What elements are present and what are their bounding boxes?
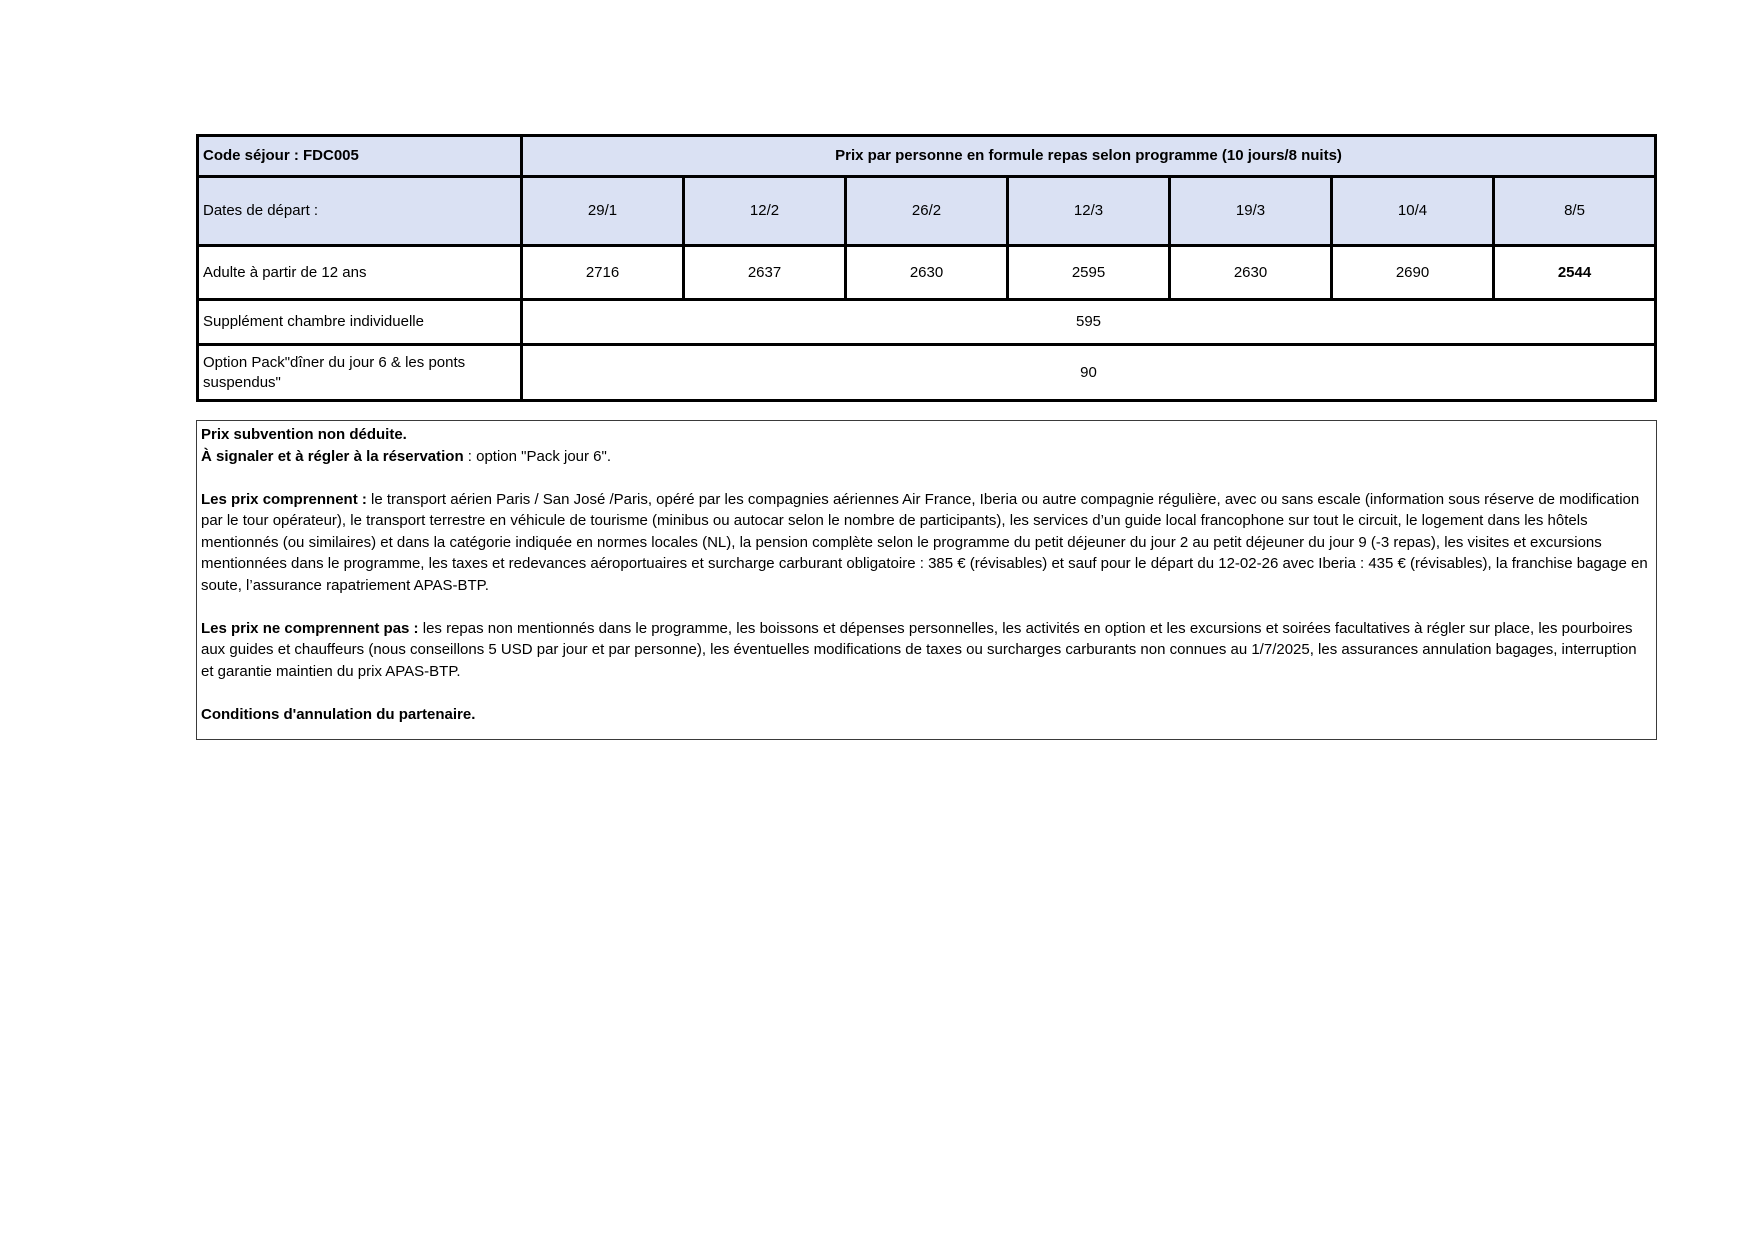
adult-price: 2630 (846, 246, 1008, 300)
included-heading: Les prix comprennent : (201, 490, 367, 508)
single-supplement-value: 595 (522, 300, 1656, 345)
stay-code: Code séjour : FDC005 (198, 136, 522, 177)
adult-price: 2630 (1170, 246, 1332, 300)
option-pack-value: 90 (522, 345, 1656, 401)
departure-date: 10/4 (1332, 177, 1494, 246)
booking-note-heading: À signaler et à régler à la réservation (201, 447, 464, 465)
option-pack-row (198, 345, 1656, 401)
price-sheet (196, 134, 1657, 740)
departure-date: 29/1 (522, 177, 684, 246)
single-supplement-row (198, 300, 1656, 345)
adult-price: 2595 (1008, 246, 1170, 300)
excluded-text: les repas non mentionnés dans le programme, les boissons et dépenses personnelles, les activités en option et les excursions et soirées facultatives à régler sur place, les pourboires aux guides et chauffeurs (nous conseillons 5 USD par jour et par personne), les éventuelles modifications de taxes ou surcharges carburants non connues au 1/7/2025, les assurances annulation bagages, interruption et garantie maintien du prix APAS-BTP. (201, 619, 1637, 680)
departure-dates-row (198, 177, 1656, 246)
conditions-notes (196, 420, 1657, 740)
single-supplement-label: Supplément chambre individuelle (198, 300, 522, 345)
departure-dates-label: Dates de départ : (198, 177, 522, 246)
adult-price: 2637 (684, 246, 846, 300)
adult-price-label: Adulte à partir de 12 ans (198, 246, 522, 300)
price-table (196, 134, 1657, 402)
included-note (201, 489, 1652, 597)
option-pack-label: Option Pack"dîner du jour 6 & les ponts suspendus" (198, 345, 522, 401)
adult-price: 2716 (522, 246, 684, 300)
booking-note-text: : option "Pack jour 6". (463, 447, 612, 465)
excluded-heading: Les prix ne comprennent pas : (201, 619, 419, 637)
departure-date: 12/2 (684, 177, 846, 246)
departure-date: 19/3 (1170, 177, 1332, 246)
subsidy-note: Prix subvention non déduite. (201, 426, 407, 443)
adult-price: 2690 (1332, 246, 1494, 300)
adult-price-best: 2544 (1494, 246, 1656, 300)
table-title: Prix par personne en formule repas selon programme (10 jours/8 nuits) (522, 136, 1656, 177)
booking-note (201, 446, 1652, 468)
table-title-row (198, 136, 1656, 177)
included-text: le transport aérien Paris / San José /Paris, opéré par les compagnies aériennes Air France, Iberia ou autre compagnie régulière, avec ou sans escale (information sous réserve de modification par le tour opérateur), le transport terrestre en véhicule de tourisme (minibus ou autocar selon le nombre de participants), les services d’un guide local francophone sur tout le circuit, le logement dans les hôtels mentionnés (ou similaires) et dans la catégorie indiquée en normes locales (NL), la pension complète selon le programme du petit déjeuner du jour 2 au petit déjeuner du jour 9 (-3 repas), les visites et excursions mentionnées dans le programme, les taxes et redevances aéroportuaires et surcharge carburant obligatoire : 385 € (révisables) et sauf pour le départ du 12-02-26 avec Iberia : 435 € (révisables), la franchise bagage en soute, l’assurance rapatriement APAS-BTP. (201, 490, 1648, 594)
cancellation-note: Conditions d'annulation du partenaire. (201, 705, 476, 723)
excluded-note (201, 618, 1652, 683)
departure-date: 12/3 (1008, 177, 1170, 246)
adult-price-row (198, 246, 1656, 300)
departure-date: 26/2 (846, 177, 1008, 246)
departure-date: 8/5 (1494, 177, 1656, 246)
